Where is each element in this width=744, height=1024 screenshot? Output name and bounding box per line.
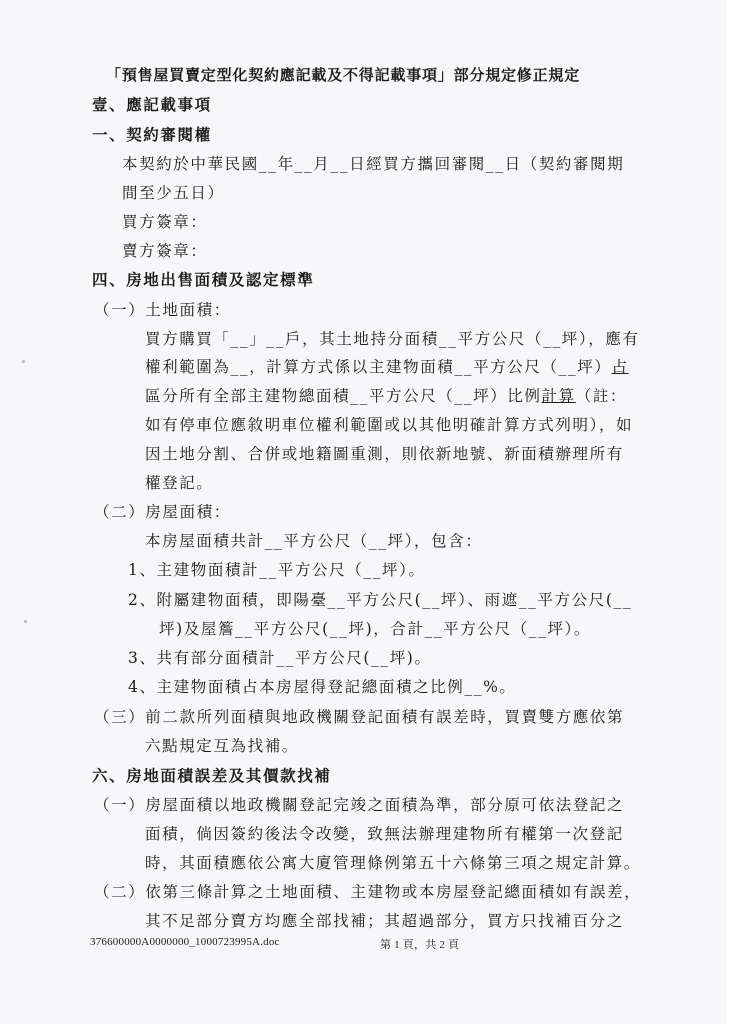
paragraph-line: 六點規定互為找補。 <box>145 737 299 755</box>
item-heading-review: 一、契約審閱權 <box>92 125 212 144</box>
paragraph-line <box>145 355 629 377</box>
paragraph-text: 權利範圍為__，計算方式係以主建物面積__平方公尺（__坪） <box>145 358 612 376</box>
scan-speck <box>24 620 27 623</box>
footer-filename: 376600000A0000000_1000723995A.doc <box>90 936 280 948</box>
list-item: 2、附屬建物面積，即陽臺__平方公尺(__坪）、雨遮__平方公尺(__ <box>128 591 633 609</box>
paragraph-line: （二）依第三條計算之土地面積、主建物或本房屋登記總面積如有誤差， <box>94 883 642 901</box>
paragraph-line <box>145 384 627 406</box>
underlined-word: 計算 <box>541 387 576 405</box>
seller-signature-label: 賣方簽章： <box>122 242 208 260</box>
paragraph-text: 區分所有全部主建物總面積__平方公尺（__坪）比例 <box>145 387 542 405</box>
list-item-continuation: 坪)及屋簷__平方公尺(__坪)，合計__平方公尺（__坪）。 <box>159 620 591 638</box>
section-heading: 壹、應記載事項 <box>92 95 212 114</box>
paragraph-line: 因土地分割、合併或地籍圖重測，則依新地號、新面積辦理所有 <box>145 445 624 463</box>
underlined-word: 占 <box>611 358 629 376</box>
paragraph-line: 權登記。 <box>145 474 214 492</box>
subsection-label: （二）房屋面積： <box>94 503 231 521</box>
paragraph-text: （註： <box>575 387 628 405</box>
list-item: 1、主建物面積計__平方公尺（__坪）。 <box>128 561 426 579</box>
document-title: 「預售屋買賣定型化契約應記載及不得記載事項」部分規定修正規定 <box>106 66 581 84</box>
paragraph-line: 時，其面積應依公寓大廈管理條例第五十六條第三項之規定計算。 <box>145 854 641 872</box>
subsection-label: （三）前二款所列面積與地政機關登記面積有誤差時，買賣雙方應依第 <box>94 708 625 726</box>
list-item: 4、主建物面積占本房屋得登記總面積之比例__%。 <box>128 678 517 696</box>
paragraph-line: 本契約於中華民國__年__月__日經買方攜回審閱__日（契約審閱期 <box>122 155 625 173</box>
item-heading-area: 四、房地出售面積及認定標準 <box>92 270 315 289</box>
footer-page-number: 第 1 頁，共 2 頁 <box>380 939 460 951</box>
paragraph-line: 間至少五日） <box>122 184 225 202</box>
item-heading-error: 六、房地面積誤差及其價款找補 <box>92 766 332 785</box>
subsection-label: （一）土地面積： <box>94 301 231 319</box>
paragraph-line: 買方購買「__」__戶，其土地持分面積__平方公尺（__坪），應有 <box>145 330 640 348</box>
list-item: 3、共有部分面積計__平方公尺(__坪)。 <box>128 649 432 667</box>
paragraph-line: 其不足部分賣方均應全部找補；其超過部分，買方只找補百分之 <box>145 912 624 930</box>
scan-speck <box>22 360 25 363</box>
paragraph-line: 面積，倘因簽約後法令改變，致無法辦理建物所有權第一次登記 <box>145 825 624 843</box>
paragraph-line: 如有停車位應敘明車位權利範圍或以其他明確計算方式列明），如 <box>145 416 634 434</box>
buyer-signature-label: 買方簽章： <box>122 213 208 231</box>
paragraph-line: 本房屋面積共計__平方公尺（__坪），包含： <box>145 532 483 550</box>
paragraph-line: （一）房屋面積以地政機關登記完竣之面積為準，部分原可依法登記之 <box>94 796 625 814</box>
